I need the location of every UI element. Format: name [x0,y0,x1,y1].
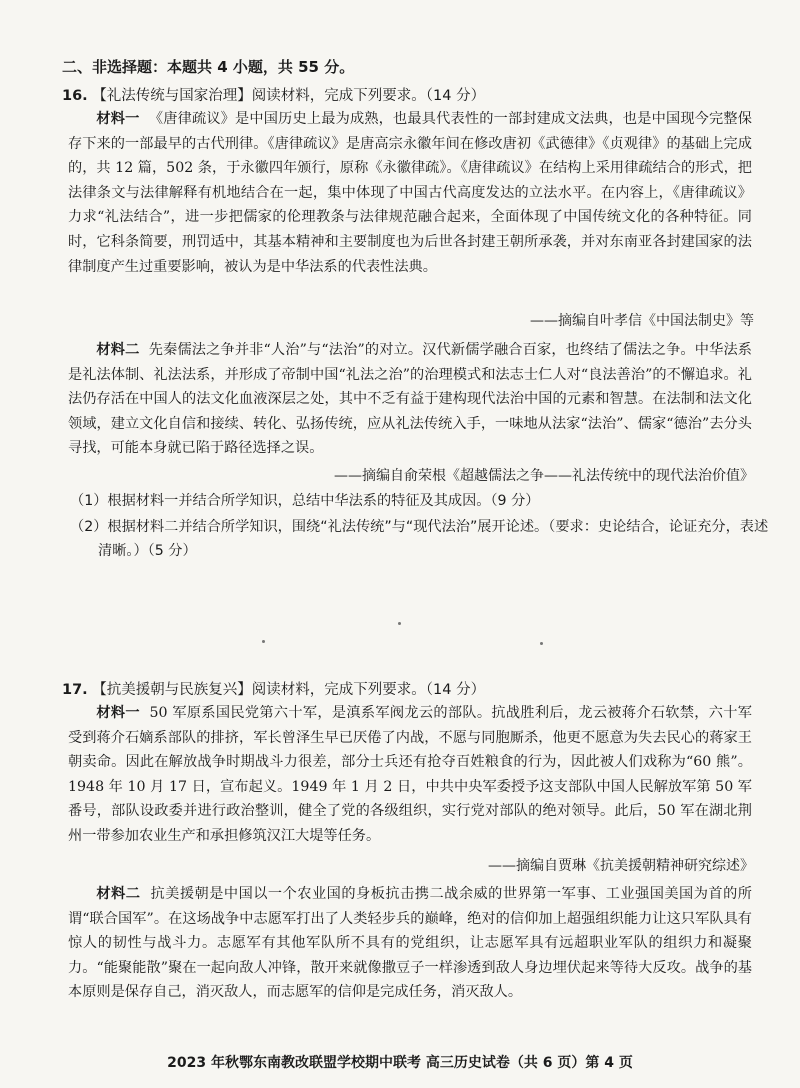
scan-speck [540,642,543,645]
q16-task-2: （2）根据材料二并结合所学知识，围绕“礼法传统”与“现代法治”展开论述。（要求：史论结合，论证充分，表述清晰。）（5 分） [70,519,769,559]
q17-material-2-label: 材料二 [96,886,141,902]
question-16-heading [62,84,485,105]
q17-material-1 [68,701,752,849]
q16-material-2-text: 先秦儒法之争并非“人治”与“法治”的对立。汉代新儒学融合百家，也终结了儒法之争。中华法系是礼法体制、礼法法系，并形成了帝制中国“礼法之治”的治理模式和法志士仁人对“良法善治”的不懈追求。礼法仍存活在中国人的法文化血液深层之处，其中不乏有益于建构现代法治中国的元素和智慧。在法制和法文化领域，建立文化自信和接续、转化、弘扬传统，应从礼法传统入手，一味地从法家“法治”、儒家“德治”去分头寻找，可能本身就已陷于路径选择之误。 [68,342,752,457]
q16-material-2-source: ——摘编自俞荣根《超越儒法之争——礼法传统中的现代法治价值》 [334,468,754,484]
q16-material-1-label: 材料一 [96,111,140,127]
q17-material-1-source: ——摘编自贾琳《抗美援朝精神研究综述》 [488,858,754,874]
q17-material-2-text: 抗美援朝是中国以一个农业国的身板抗击携二战余威的世界第一军事、工业强国美国为首的所谓“联合国军”。在这场战争中志愿军打出了人类轻步兵的巅峰，绝对的信仰加上超强组织能力让这只军队具有惊人的韧性与战斗力。志愿军有其他军队所不具有的党组织，让志愿军具有远超职业军队的组织力和凝聚力。“能聚能散”聚在一起向敌人冲锋，散开来就像撒豆子一样渗透到敌人身边埋伏起来等待大反攻。战争的基本原则是保存自己，消灭敌人，而志愿军的信仰是完成任务，消灭敌人。 [68,886,752,1001]
q17-material-1-text: 50 军原系国民党第六十军，是滇系军阀龙云的部队。抗战胜利后，龙云被蒋介石软禁，六十军受到蒋介石嫡系部队的排挤，军长曾泽生早已厌倦了内战，不愿与同胞厮杀，他更不愿意为失去民心的蒋家王朝卖命。因此在解放战争时期战斗力很差，部分士兵还有抢夺百姓粮食的行为，因此被人们戏称为“60 熊”。1948 年 10 月 17 日，宣布起义。1949 年 1 月 2 日，中共中央军委授予这支部队中国人民解放军第 50 军番号，部队设政委并进行政治整训，健全了党的各级组织，实行党对部队的绝对领导。此后，50 军在湖北荆州一带参加农业生产和承担修筑汉江大堤等任务。 [68,705,752,844]
question-17-title: 【抗美援朝与民族复兴】阅读材料，完成下列要求。（14 分） [92,682,486,698]
question-17-heading [62,678,485,699]
question-16-number: 16. [62,88,88,104]
question-17-number: 17. [62,682,88,698]
q16-material-1 [68,107,752,279]
q17-material-1-label: 材料一 [96,705,140,721]
page-footer: 2023 年秋鄂东南教改联盟学校期中联考 高三历史试卷（共 6 页）第 4 页 [167,1055,633,1071]
scan-speck [262,640,265,643]
q16-material-2 [68,338,752,461]
q16-material-1-source: ——摘编自叶孝信《中国法制史》等 [530,313,754,329]
q17-material-2 [68,882,752,1005]
q16-task-1: （1）根据材料一并结合所学知识，总结中华法系的特征及其成因。（9 分） [70,493,540,509]
question-16-title: 【礼法传统与国家治理】阅读材料，完成下列要求。（14 分） [92,88,486,104]
scan-speck [398,622,401,625]
q16-material-1-text: 《唐律疏议》是中国历史上最为成熟，也最具代表性的一部封建成文法典，也是中国现今完整保存下来的一部最早的古代刑律。《唐律疏议》是唐高宗永徽年间在修改唐初《武德律》《贞观律》的基础上完成的，共 12 篇，502 条，于永徽四年颁行，原称《永徽律疏》。《唐律疏议》在结构上采用律疏结合的形式，把法律条文与法律解释有机地结合在一起，集中体现了中国古代高度发达的立法水平。在内容上，《唐律疏议》力求“礼法结合”，进一步把儒家的伦理教条与法律规范融合起来，全面体现了中国传统文化的各种特征。同时，它科条简要，刑罚适中，其基本精神和主要制度也为后世各封建王朝所承袭，并对东南亚各封建国家的法律制度产生过重要影响，被认为是中华法系的代表性法典。 [68,111,752,275]
q16-material-2-label: 材料二 [96,342,140,358]
section-title: 二、非选择题：本题共 4 小题，共 55 分。 [62,58,355,76]
